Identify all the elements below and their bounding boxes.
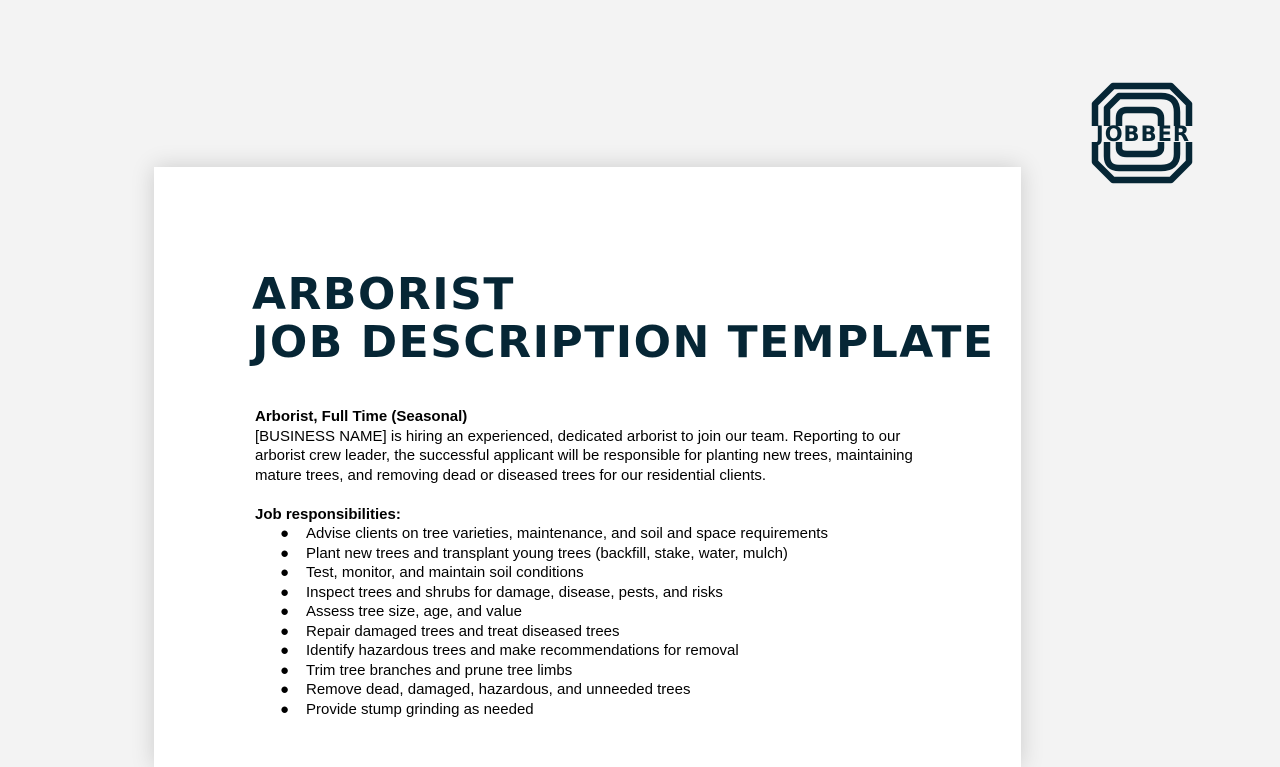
jobber-logo-icon [1085,82,1201,184]
title-line-2: JOB DESCRIPTION TEMPLATE [252,317,995,368]
bullet-icon: ● [280,564,290,581]
responsibilities-list [255,524,915,719]
list-item-text: Remove dead, damaged, hazardous, and unneeded trees [306,681,691,698]
list-item [255,622,915,642]
list-item [255,661,915,681]
list-item-text: Trim tree branches and prune tree limbs [306,661,573,679]
bullet-icon: ● [280,681,290,698]
logo-wordmark: JOBBER [1095,122,1191,146]
list-item [255,602,915,622]
list-item-text: Provide stump grinding as needed [306,700,534,718]
list-item-text: Advise clients on tree varieties, maintenance, and soil and space requirements [306,525,828,542]
list-item-text: Inspect trees and shrubs for damage, disease, pests, and risks [306,583,723,601]
list-item [255,700,915,720]
jobber-logo [1085,82,1201,184]
list-item-text: Assess tree size, age, and value [306,603,522,620]
bullet-icon: ● [280,583,290,601]
title-line-1: ARBORIST [252,269,515,320]
page-title [252,271,994,367]
list-item [255,583,915,603]
paragraph-spacer [255,485,915,505]
list-item-text: Repair damaged trees and treat diseased trees [306,622,620,640]
bullet-icon: ● [280,700,290,718]
bullet-icon: ● [280,525,290,542]
list-item [255,680,915,700]
bullet-icon: ● [280,622,290,640]
document-page [154,167,1021,767]
list-item [255,563,915,583]
bullet-icon: ● [280,642,290,659]
document-body [255,407,915,719]
bullet-icon: ● [280,661,290,679]
responsibilities-heading: Job responsibilities: [255,505,401,523]
list-item-text: Test, monitor, and maintain soil conditions [306,564,584,581]
list-item-text: Identify hazardous trees and make recommendations for removal [306,642,739,659]
list-item [255,641,915,661]
position-heading: Arborist, Full Time (Seasonal) [255,408,468,425]
bullet-icon: ● [280,544,290,562]
list-item [255,524,915,544]
bullet-icon: ● [280,603,290,620]
list-item [255,544,915,564]
intro-paragraph: [BUSINESS NAME] is hiring an experienced, dedicated arborist to join our team. Reporting to our arborist crew leader, the successful applicant will be responsible for planting new trees, maintaining mature trees, and removing dead or diseased trees for our residential clients. [255,427,913,484]
list-item-text: Plant new trees and transplant young trees (backfill, stake, water, mulch) [306,544,788,562]
